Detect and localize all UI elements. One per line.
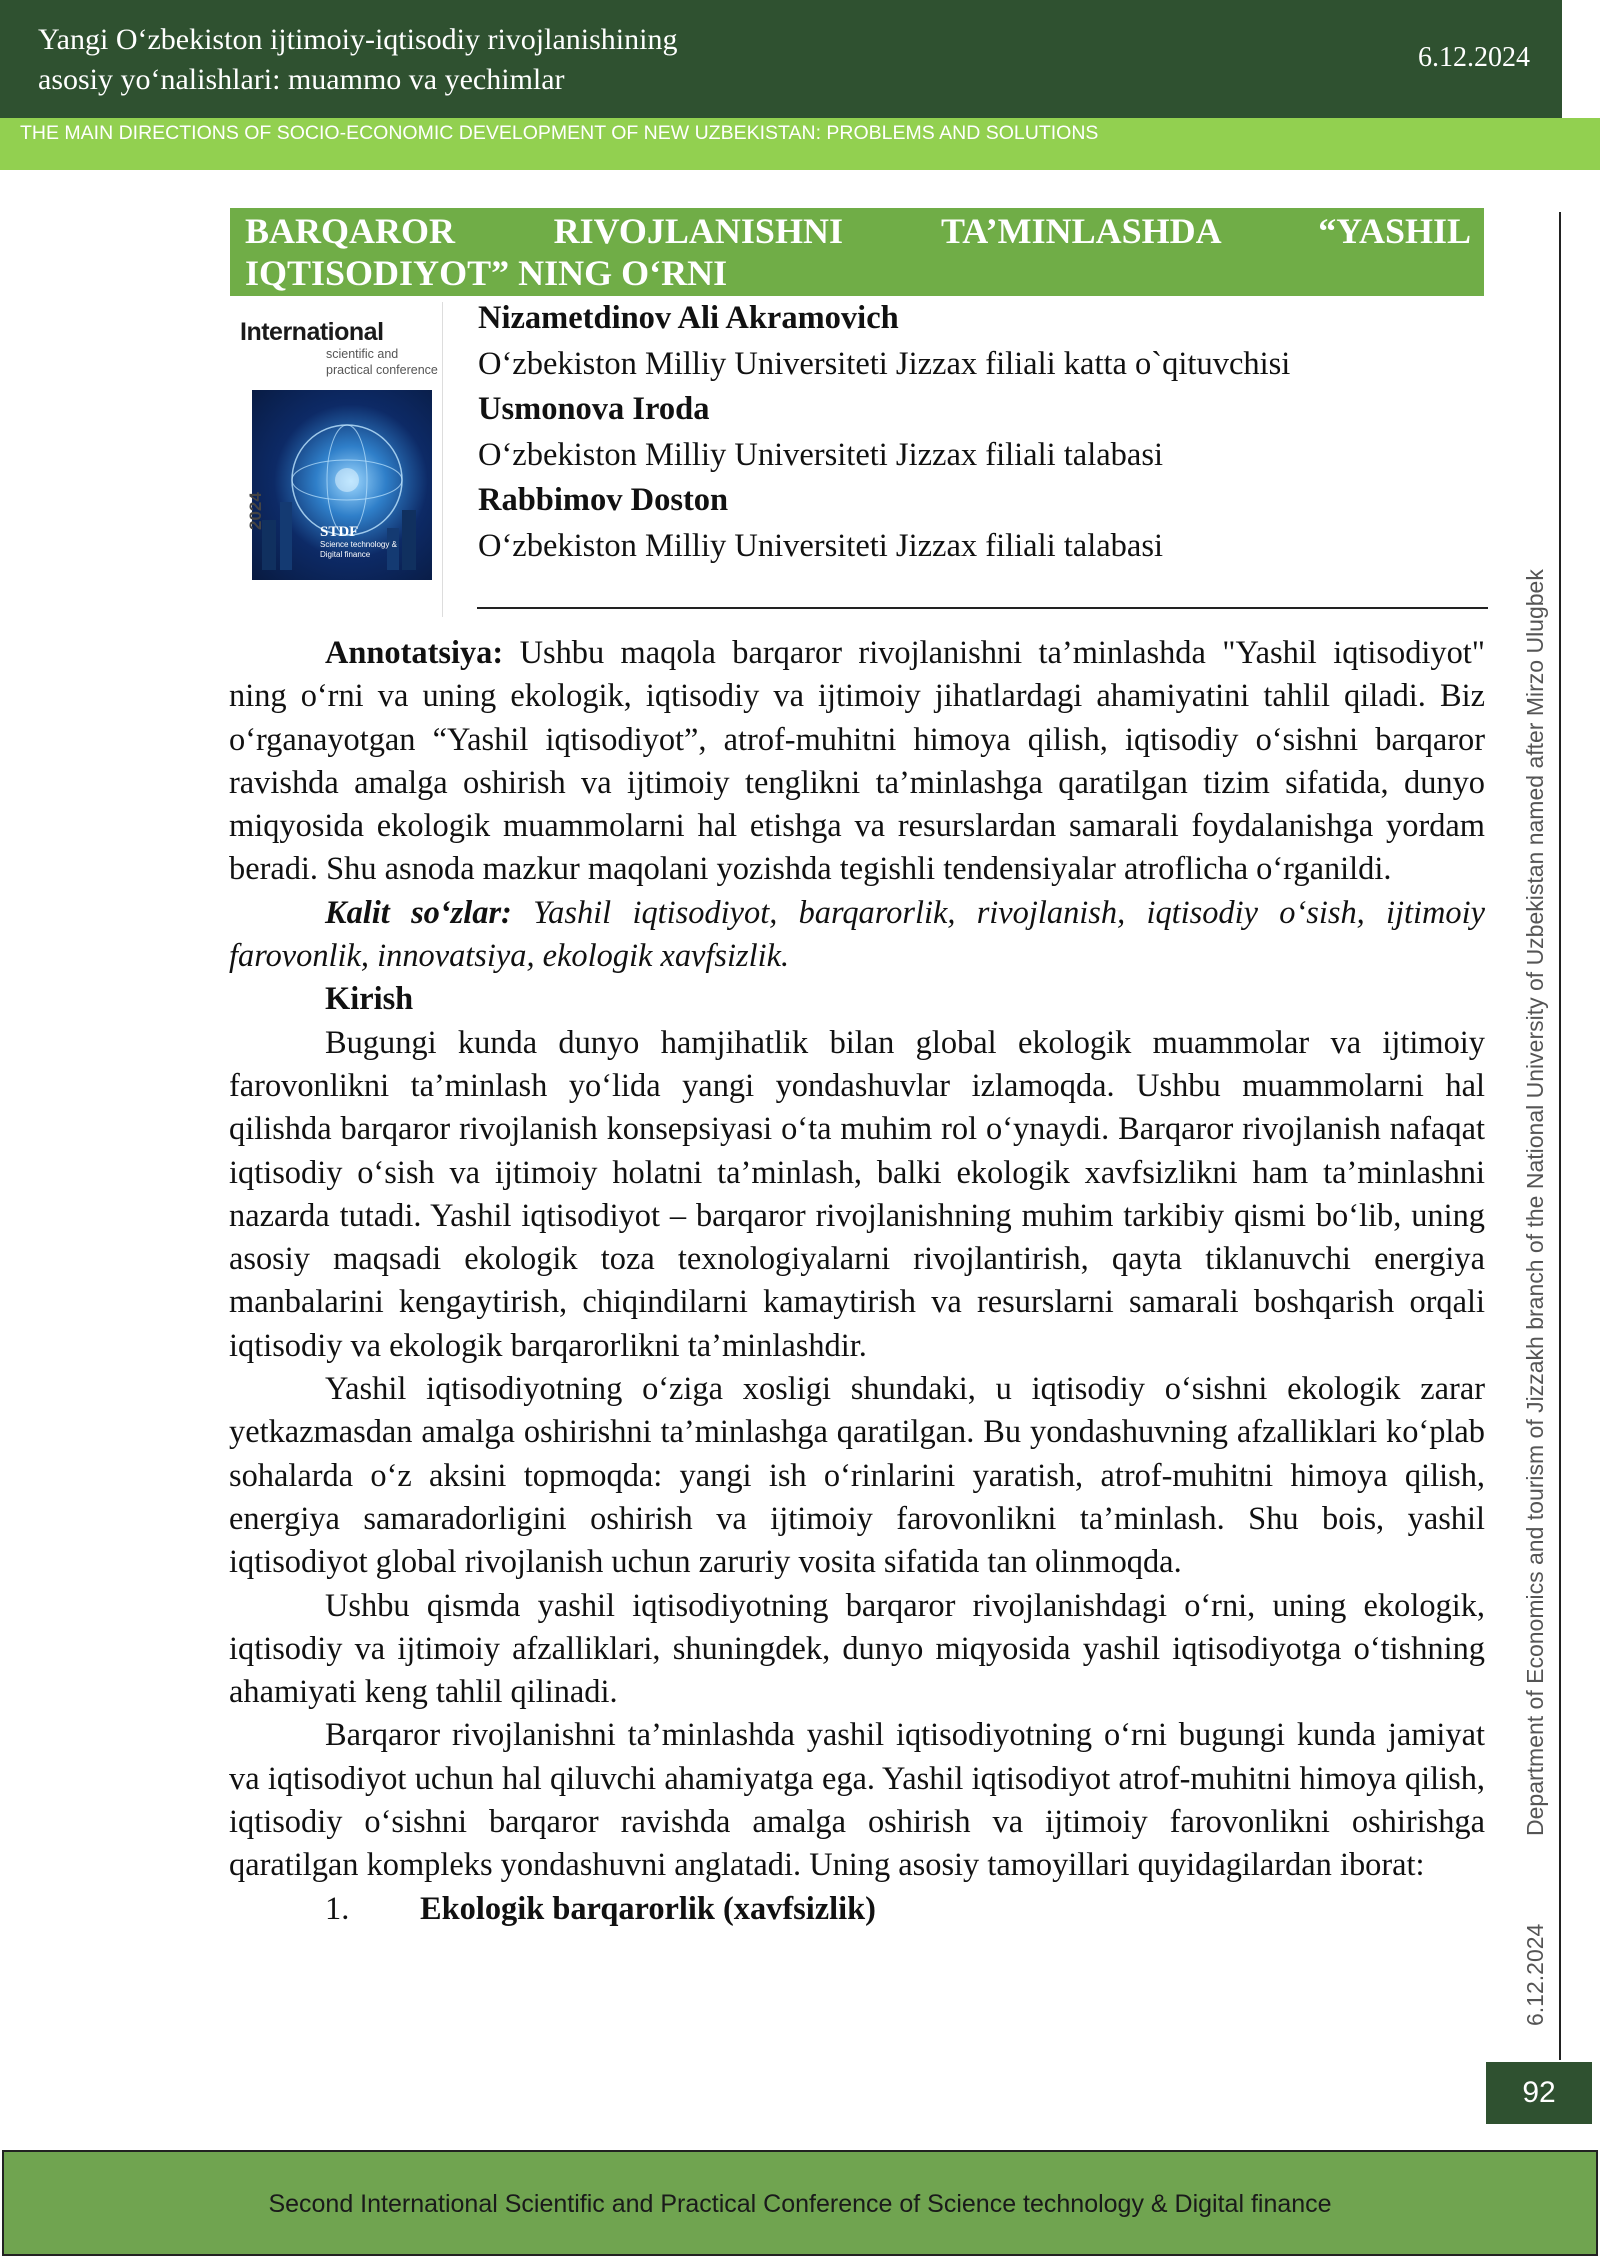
cover-international: International <box>240 318 384 346</box>
conference-cover-image <box>232 302 443 617</box>
article-body <box>229 632 1485 1931</box>
abstract-label: Annotatsiya: <box>325 635 504 671</box>
author-name: Rabbimov Doston <box>478 482 729 518</box>
cover-subtitle-line2: practical conference <box>326 363 438 377</box>
vertical-department-wrap <box>1522 326 1550 1836</box>
author-list <box>478 296 1488 569</box>
cover-brand-sub: Science technology & Digital finance <box>320 540 397 559</box>
list-item <box>229 1888 1485 1931</box>
conference-title <box>38 20 938 100</box>
vertical-department-text: Department of Economics and tourism of Jizzakh branch of the National University of Uzbekistan named after Mirzo Ulugbek <box>1522 569 1548 1836</box>
vertical-date: 6.12.2024 <box>1522 1923 1548 2027</box>
intro-heading: Kirish <box>325 981 414 1018</box>
footer-text: Second International Scientific and Practical Conference of Science technology & Digital finance <box>268 2190 1332 2218</box>
paragraph: Barqaror rivojlanishni ta’minlashda yashil iqtisodiyotning o‘rni bugungi kunda jamiyat va iqtisodiyot uchun hal qiluvchi ahamiyatga ega. Yashil iqtisodiyot atrof-muhitni himoya qilish, iqtisodiy o‘sishni barqaror ravishda amalga oshirish va ijtimoiy farovonlikni oshirishga qaratilgan kompleks yondashuvni anglatadi. Uning asosiy tamoyillari quyidagilardan iborat: <box>229 1717 1485 1884</box>
abstract <box>229 632 1485 892</box>
list-item-text: Ekologik barqarorlik (xavfsizlik) <box>420 1890 876 1927</box>
cover-brand: STDF <box>320 524 359 540</box>
keywords-label: Kalit so‘zlar: <box>325 894 512 931</box>
keywords <box>229 892 1485 979</box>
article-title: BARQAROR RIVOJLANISHNI TA’MINLASHDA “YASHIL IQTISODIYOT” NING O‘RNI <box>245 211 1471 293</box>
paragraph: Ushbu qismda yashil iqtisodiyotning barqaror rivojlanishdagi o‘rni, uning ekologik, iqtisodiy va ijtimoiy afzalliklari, shuningdek, dunyo miqyosida yashil iqtisodiyotga o‘tishning ahamiyati keng tahlil qilinadi. <box>229 1587 1485 1711</box>
vertical-date-wrap <box>1522 1910 1550 2040</box>
paragraph: Bugungi kunda dunyo hamjihatlik bilan global ekologik muammolar va ijtimoiy farovonlikni ta’minlash yo‘lida yangi yondashuvlar izlamoqda. Ushbu muammolarni hal qilishda barqaror rivojlanish konsepsiyasi o‘ta muhim rol o‘ynaydi. Barqaror rivojlanish nafaqat iqtisodiy o‘sish va ijtimoiy holatni ta’minlash, balki ekologik xavfsizlikni ham ta’minlashni nazarda tutadi. Yashil iqtisodiyot – barqaror rivojlanishning muhim tarkibiy qismi bo‘lib, uning asosiy maqsadi ekologik toza texnologiyalarni rivojlantirish, qayta tiklanuvchi energiya manbalarini kengaytirish, chiqindilarni kamaytirish va resurslarni samarali boshqarish orqali iqtisodiy va ekologik barqarorlikni ta’minlashdir. <box>229 1024 1485 1364</box>
abstract-text: Ushbu maqola barqaror rivojlanishni ta’minlashda "Yashil iqtisodiyot" ning o‘rni va uning ekologik, iqtisodiy va ijtimoiy jihatlardagi ahamiyatini tahlil qiladi. Biz o‘rganayotgan “Yashil iqtisodiyot”, atrof-muhitni himoya qilish, iqtisodiy o‘sishni barqaror ravishda amalga oshirish va ijtimoiy tenglikni ta’minlashga qaratilgan tizim sifatida, dunyo miqyosida ekologik muammolarni hal etishga va resurslardan samarali foydalanishga yordam beradi. Shu asnoda mazkur maqolani yozishda tegishli tendensiyalar atroflicha o‘rganildi. <box>229 635 1485 888</box>
list-number: 1. <box>325 1890 350 1927</box>
author-affiliation: O‘zbekiston Milliy Universiteti Jizzax filiali talabasi <box>478 527 1164 564</box>
paragraph: Yashil iqtisodiyotning o‘ziga xosligi shundaki, u iqtisodiy o‘sishni ekologik zarar yetkazmasdan amalga oshirishni ta’minlashga qaratilgan. Bu yondashuvning afzalliklari ko‘plab sohalarda o‘z aksini topmoqda: yangi ish o‘rinlarini yaratish, atrof-muhitni himoya qilish, energiya samaradorligini oshirish va ijtimoiy farovonlikni ta’minlash. Shu bois, yashil iqtisodiyot global rivojlanish uchun zaruriy vosita sifatida tan olinmoqda. <box>229 1371 1485 1581</box>
page-number: 92 <box>1486 2062 1592 2124</box>
header-date: 6.12.2024 <box>1418 42 1530 73</box>
cover-subtitle <box>326 346 438 378</box>
conference-title-line1: Yangi O‘zbekiston ijtimoiy-iqtisodiy rivojlanishining <box>38 23 678 56</box>
keywords-text: Yashil iqtisodiyot, barqarorlik, rivojlanish, iqtisodiy o‘sish, ijtimoiy farovonlik, innovatsiya, ekologik xavfsizlik. <box>229 894 1485 975</box>
cover-subtitle-line1: scientific and <box>326 347 399 361</box>
margin-rule <box>1559 212 1561 2060</box>
author-affiliation: O‘zbekiston Milliy Universiteti Jizzax filiali talabasi <box>478 436 1164 473</box>
english-title: THE MAIN DIRECTIONS OF SOCIO-ECONOMIC DEVELOPMENT OF NEW UZBEKISTAN: PROBLEMS AND SOLUTIONS <box>20 122 1099 144</box>
cover-year: 2024 <box>246 492 265 530</box>
author-name: Usmonova Iroda <box>478 391 710 427</box>
author-affiliation: O‘zbekiston Milliy Universiteti Jizzax filiali katta o`qituvchisi <box>478 345 1291 382</box>
author-divider <box>477 607 1488 609</box>
section-heading <box>229 978 1485 1021</box>
author-name: Nizametdinov Ali Akramovich <box>478 300 899 336</box>
conference-title-line2: asosiy yo‘nalishlari: muammo va yechimlar <box>38 63 565 96</box>
